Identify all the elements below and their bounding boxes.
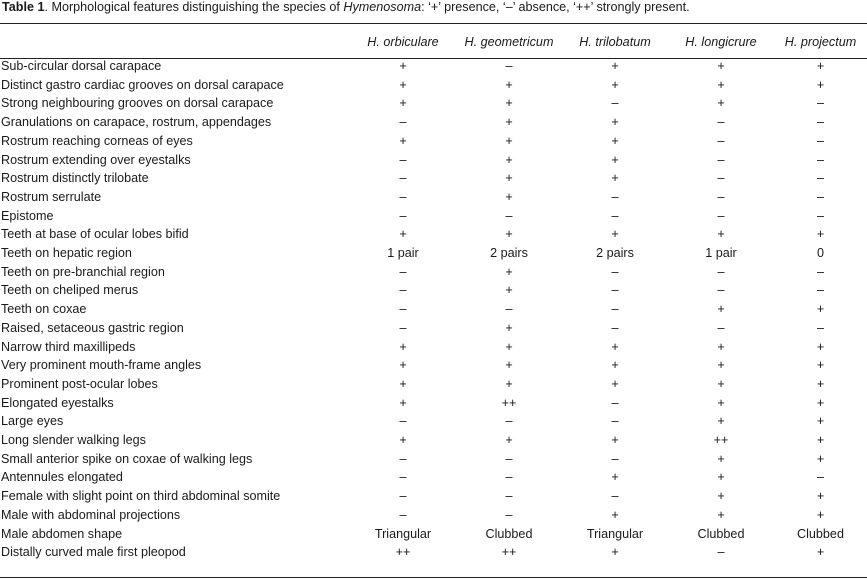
species-value: – — [505, 507, 513, 522]
species-value: + — [611, 152, 619, 167]
species-value: – — [717, 152, 725, 167]
species-value: + — [611, 339, 619, 354]
species-value: + — [717, 395, 725, 410]
species-value: – — [399, 152, 407, 167]
caption-text-b: : ‘+’ presence, ‘–’ absence, ‘++’ strongly present. — [421, 0, 690, 14]
table-row — [0, 319, 867, 338]
species-value: – — [611, 264, 619, 279]
species-value: + — [717, 96, 725, 111]
species-value: + — [505, 152, 513, 167]
species-value: + — [816, 302, 825, 317]
species-value: – — [717, 208, 725, 223]
table-row — [0, 394, 867, 413]
species-value: – — [611, 189, 619, 204]
species-value: – — [505, 302, 513, 317]
species-value: – — [816, 152, 824, 167]
species-value: + — [816, 59, 825, 73]
species-value: ++ — [395, 545, 411, 560]
species-value: + — [505, 189, 513, 204]
species-value: + — [505, 376, 513, 391]
species-value: – — [611, 451, 619, 466]
caption-label: Table 1 — [2, 0, 45, 14]
species-value: + — [505, 96, 513, 111]
species-value: – — [717, 115, 725, 130]
species-value: + — [717, 489, 725, 504]
feature-label: Teeth on cheliped merus — [1, 283, 139, 298]
species-value: + — [505, 133, 513, 148]
table-row — [0, 375, 867, 394]
species-value: + — [611, 507, 619, 522]
species-value: + — [505, 227, 513, 242]
species-value: – — [399, 320, 407, 335]
species-value: Clubbed — [697, 526, 745, 541]
species-value: – — [611, 283, 619, 298]
table-row — [0, 281, 867, 300]
species-value: – — [399, 302, 407, 317]
species-value: + — [505, 283, 513, 298]
table-row — [0, 113, 867, 132]
feature-label: Strong neighbouring grooves on dorsal carapace — [1, 96, 274, 111]
species-value: + — [399, 59, 407, 73]
feature-label: Teeth on hepatic region — [1, 246, 132, 261]
species-value: ++ — [713, 433, 729, 448]
species-value: – — [816, 189, 824, 204]
species-value: – — [717, 320, 725, 335]
feature-label: Raised, setaceous gastric region — [1, 320, 184, 335]
species-value: – — [816, 133, 824, 148]
species-value: – — [505, 489, 513, 504]
feature-label: Prominent post-ocular lobes — [1, 376, 158, 391]
species-value: – — [399, 283, 407, 298]
species-value: + — [505, 358, 513, 373]
species-value: – — [611, 302, 619, 317]
features-table — [0, 32, 867, 562]
species-value: 1 pair — [705, 246, 737, 261]
feature-label: Rostrum reaching corneas of eyes — [1, 133, 193, 148]
species-value: 2 pairs — [596, 246, 634, 261]
column-header: H. longicrure — [685, 34, 757, 49]
feature-label: Granulations on carapace, rostrum, appendages — [1, 115, 272, 130]
species-value: + — [816, 507, 825, 522]
table-row — [0, 525, 867, 544]
species-value: + — [816, 545, 825, 560]
feature-label: Epistome — [1, 208, 54, 223]
species-value: – — [505, 470, 513, 485]
species-value: + — [399, 376, 407, 391]
species-value: + — [611, 545, 619, 560]
species-value: – — [611, 489, 619, 504]
species-value: + — [505, 264, 513, 279]
column-header: H. trilobatum — [579, 34, 651, 49]
species-value: – — [399, 414, 407, 429]
species-value: + — [505, 171, 513, 186]
species-value: – — [611, 320, 619, 335]
species-value: – — [717, 264, 725, 279]
column-header: H. projectum — [784, 34, 857, 49]
species-value: – — [816, 470, 824, 485]
species-value: – — [505, 208, 513, 223]
species-value: – — [717, 171, 725, 186]
species-value: + — [399, 358, 407, 373]
species-value: + — [611, 77, 619, 92]
feature-label: Male with abdominal projections — [1, 507, 181, 522]
species-value: – — [399, 189, 407, 204]
feature-label: Elongated eyestalks — [1, 395, 114, 410]
species-value: + — [611, 227, 619, 242]
species-value: + — [717, 470, 725, 485]
feature-label: Large eyes — [1, 414, 64, 429]
table-row — [0, 244, 867, 263]
species-value: + — [611, 470, 619, 485]
feature-label: Teeth on coxae — [1, 302, 87, 317]
species-value: Clubbed — [797, 526, 844, 541]
species-value: + — [816, 376, 825, 391]
species-value: – — [816, 320, 824, 335]
species-value: + — [816, 451, 825, 466]
species-value: – — [505, 414, 513, 429]
species-value: – — [717, 283, 725, 298]
feature-label: Male abdomen shape — [1, 526, 123, 541]
table-row — [0, 169, 867, 188]
table-row — [0, 151, 867, 170]
table-row — [0, 263, 867, 282]
feature-label: Rostrum extending over eyestalks — [1, 152, 191, 167]
species-value: + — [505, 320, 513, 335]
table-body — [0, 51, 867, 562]
species-value: + — [505, 115, 513, 130]
species-value: – — [816, 96, 824, 111]
species-value: – — [717, 545, 725, 560]
table-row — [0, 450, 867, 469]
feature-label: Rostrum distinctly trilobate — [1, 171, 149, 186]
header-feature — [0, 32, 350, 51]
species-value: + — [399, 433, 407, 448]
species-value: + — [611, 171, 619, 186]
species-value: – — [816, 283, 824, 298]
table-row — [0, 76, 867, 95]
species-value: + — [399, 133, 407, 148]
species-value: + — [816, 227, 825, 242]
feature-label: Very prominent mouth-frame angles — [1, 358, 202, 373]
species-value: + — [816, 395, 825, 410]
species-value: 1 pair — [387, 246, 419, 261]
species-value: + — [717, 302, 725, 317]
feature-label: Teeth at base of ocular lobes bifid — [1, 227, 189, 242]
species-value: + — [717, 414, 725, 429]
species-value: + — [816, 489, 825, 504]
species-value: ++ — [501, 395, 517, 410]
species-value: – — [399, 115, 407, 130]
species-value: + — [816, 414, 825, 429]
bottom-rule — [0, 577, 867, 578]
species-value: – — [816, 264, 824, 279]
species-value: + — [505, 339, 513, 354]
table-row — [0, 188, 867, 207]
species-value: + — [399, 96, 407, 111]
table-row — [0, 506, 867, 525]
species-value: ++ — [501, 545, 517, 560]
table-row — [0, 300, 867, 319]
species-value: + — [399, 227, 407, 242]
caption-genus: Hymenosoma — [343, 0, 422, 14]
species-value: – — [399, 451, 407, 466]
species-value: + — [816, 433, 825, 448]
table-row — [0, 431, 867, 450]
species-value: + — [611, 433, 619, 448]
species-value: Triangular — [586, 526, 644, 541]
table-row — [0, 487, 867, 506]
species-value: + — [611, 59, 619, 73]
table-row — [0, 207, 867, 226]
column-header: H. geometricum — [464, 34, 554, 49]
species-value: – — [717, 189, 725, 204]
table-row — [0, 225, 867, 244]
species-value: + — [717, 339, 725, 354]
species-value: – — [816, 208, 824, 223]
table-row — [0, 412, 867, 431]
species-value: + — [505, 77, 513, 92]
species-value: + — [717, 77, 725, 92]
feature-label: Rostrum serrulate — [1, 189, 102, 204]
feature-label: Sub-circular dorsal carapace — [1, 59, 162, 73]
caption-text-a: . Morphological features distinguishing the species of — [44, 0, 344, 14]
species-value: – — [399, 264, 407, 279]
species-value: – — [611, 96, 619, 111]
table-row — [0, 543, 867, 562]
header-row — [0, 32, 867, 51]
table-row — [0, 94, 867, 113]
feature-label: Narrow third maxillipeds — [1, 339, 136, 354]
species-value: – — [399, 507, 407, 522]
column-header: H. orbiculare — [367, 34, 439, 49]
feature-label: Teeth on pre-branchial region — [1, 264, 165, 279]
species-value: + — [399, 77, 407, 92]
feature-label: Antennules elongated — [1, 470, 123, 485]
table-row — [0, 468, 867, 487]
species-value: – — [399, 489, 407, 504]
species-value: – — [816, 171, 824, 186]
species-value: + — [816, 358, 825, 373]
table-row — [0, 57, 867, 76]
species-value: + — [816, 77, 825, 92]
species-value: + — [816, 339, 825, 354]
species-value: – — [399, 208, 407, 223]
table-row — [0, 132, 867, 151]
species-value: 0 — [816, 246, 824, 261]
species-value: – — [399, 171, 407, 186]
species-value: + — [505, 433, 513, 448]
species-value: + — [717, 451, 725, 466]
table-row — [0, 356, 867, 375]
species-value: – — [399, 470, 407, 485]
species-value: + — [717, 358, 725, 373]
species-value: + — [611, 115, 619, 130]
species-value: + — [399, 395, 407, 410]
species-value: + — [611, 376, 619, 391]
species-value: – — [611, 208, 619, 223]
species-value: – — [717, 133, 725, 148]
species-value: + — [717, 227, 725, 242]
feature-label: Long slender walking legs — [1, 433, 146, 448]
species-value: – — [611, 395, 619, 410]
species-value: Triangular — [374, 526, 432, 541]
species-value: 2 pairs — [490, 246, 528, 261]
species-value: – — [505, 451, 513, 466]
table-row — [0, 338, 867, 357]
species-value: – — [505, 59, 513, 73]
species-value: – — [611, 414, 619, 429]
species-value: + — [717, 59, 725, 73]
species-value: + — [611, 358, 619, 373]
feature-label: Small anterior spike on coxae of walking legs — [1, 451, 253, 466]
species-value: Clubbed — [485, 526, 533, 541]
species-value: – — [816, 115, 824, 130]
species-value: + — [611, 133, 619, 148]
table-caption — [2, 0, 690, 15]
top-rule — [0, 23, 867, 24]
species-value: + — [717, 376, 725, 391]
species-value: + — [717, 507, 725, 522]
feature-label: Distally curved male first pleopod — [1, 545, 186, 560]
feature-label: Female with slight point on third abdominal somite — [1, 489, 281, 504]
feature-label: Distinct gastro cardiac grooves on dorsal carapace — [1, 77, 284, 92]
species-value: + — [399, 339, 407, 354]
